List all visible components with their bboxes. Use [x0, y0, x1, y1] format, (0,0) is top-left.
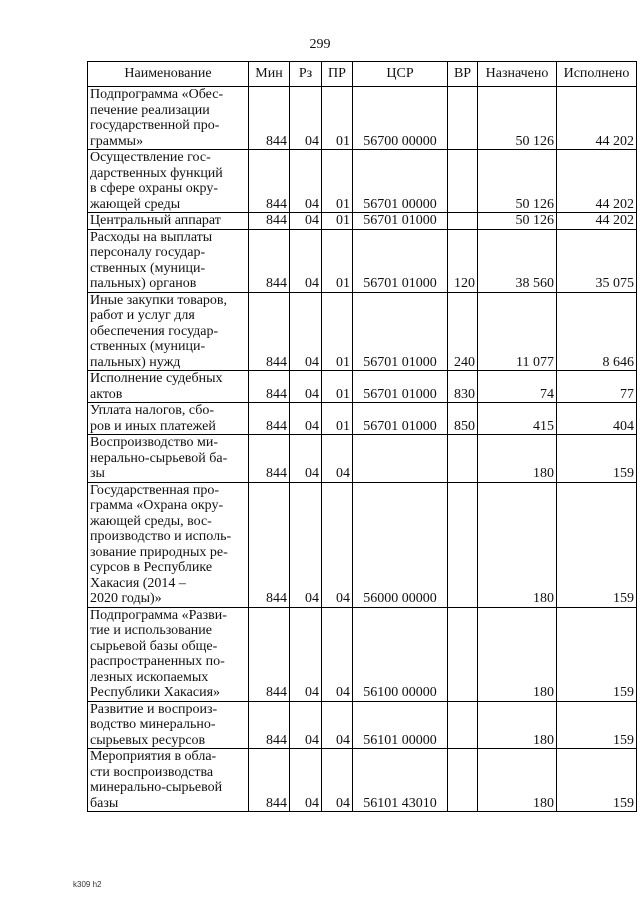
row-name-line: 2020 годы)»: [90, 591, 162, 606]
row-executed: 44 202: [557, 87, 637, 150]
table-row: [88, 482, 637, 607]
header-min: Мин: [249, 62, 290, 87]
row-assigned: 11 077: [478, 292, 557, 371]
table-body: [88, 87, 637, 812]
row-pr: 04: [322, 482, 353, 607]
row-vr: [448, 701, 478, 749]
row-name-line: водство минерально-: [90, 717, 216, 732]
table-row: [88, 213, 637, 230]
header-executed: Исполнено: [557, 62, 637, 87]
row-vr: [448, 435, 478, 483]
row-csr: 56701 01000: [353, 213, 448, 230]
row-name-line: Осуществление гос-: [90, 150, 211, 165]
row-name: [88, 371, 249, 403]
row-name-line: Республики Хакасия»: [90, 685, 221, 700]
row-name-line: пальных) органов: [90, 276, 197, 291]
row-csr: [353, 435, 448, 483]
row-name-line: Мероприятия в обла-: [90, 749, 217, 764]
row-min: 844: [249, 292, 290, 371]
table-row: [88, 371, 637, 403]
header-assigned: Назначено: [478, 62, 557, 87]
row-pr: 01: [322, 292, 353, 371]
row-name-line: Хакасия (2014 –: [90, 575, 186, 591]
row-name-line: граммы»: [90, 133, 144, 149]
row-rz: 04: [290, 482, 322, 607]
row-name-line: Расходы на выплаты: [90, 229, 213, 245]
row-csr: 56701 01000: [353, 229, 448, 292]
header-pr: ПР: [322, 62, 353, 87]
row-executed: 404: [557, 403, 637, 435]
row-name-line: Уплата налогов, сбо-: [90, 403, 215, 418]
row-name: [88, 749, 249, 812]
row-name-line: Центральный аппарат: [90, 213, 221, 228]
row-name-line: жающей среды, вос-: [90, 513, 212, 529]
row-vr: [448, 87, 478, 150]
row-csr: 56101 43010: [353, 749, 448, 812]
row-assigned: 180: [478, 701, 557, 749]
row-min: 844: [249, 403, 290, 435]
row-executed: 44 202: [557, 150, 637, 213]
row-vr: 120: [448, 229, 478, 292]
row-assigned: 415: [478, 403, 557, 435]
row-pr: 04: [322, 607, 353, 701]
row-name-line: печение реализации: [90, 102, 210, 118]
row-name: [88, 87, 249, 150]
row-name-line: государственной про-: [90, 118, 220, 133]
row-name-line: актов: [90, 386, 123, 402]
row-name-line: в сфере охраны окру-: [90, 181, 219, 196]
row-name-line: лезных ископаемых: [90, 669, 209, 685]
row-name-line: тие и использование: [90, 623, 212, 638]
row-name-line: Подпрограмма «Разви-: [90, 607, 227, 623]
row-executed: 44 202: [557, 213, 637, 230]
row-min: 844: [249, 482, 290, 607]
row-name: [88, 482, 249, 607]
row-pr: 01: [322, 229, 353, 292]
row-name: [88, 701, 249, 749]
row-assigned: 50 126: [478, 150, 557, 213]
table-row: [88, 229, 637, 292]
row-csr: 56101 00000: [353, 701, 448, 749]
row-name-line: Иные закупки товаров,: [90, 292, 228, 308]
row-pr: 01: [322, 371, 353, 403]
table-row: [88, 403, 637, 435]
row-name: [88, 292, 249, 371]
budget-table: [87, 61, 637, 812]
row-name: [88, 607, 249, 701]
row-rz: 04: [290, 87, 322, 150]
page-number: 299: [309, 37, 331, 52]
row-name-line: ственных (муници-: [90, 260, 206, 276]
row-pr: 04: [322, 701, 353, 749]
row-rz: 04: [290, 292, 322, 371]
row-assigned: 180: [478, 435, 557, 483]
row-name-line: минерально-сырьевой: [90, 780, 223, 795]
table-row: [88, 292, 637, 371]
row-rz: 04: [290, 150, 322, 213]
row-rz: 04: [290, 403, 322, 435]
row-min: 844: [249, 150, 290, 213]
row-rz: 04: [290, 435, 322, 483]
row-name-line: Воспроизводство ми-: [90, 435, 219, 450]
row-csr: 56100 00000: [353, 607, 448, 701]
row-rz: 04: [290, 749, 322, 812]
row-name-line: базы: [90, 795, 119, 811]
footer-code: k309 h2: [73, 880, 102, 889]
table-row: [88, 607, 637, 701]
row-csr: 56701 01000: [353, 292, 448, 371]
row-vr: [448, 482, 478, 607]
row-executed: 159: [557, 607, 637, 701]
row-vr: 830: [448, 371, 478, 403]
header-name: Наименование: [88, 62, 249, 87]
row-name-line: Подпрограмма «Обес-: [90, 87, 224, 102]
row-assigned: 50 126: [478, 87, 557, 150]
row-assigned: 38 560: [478, 229, 557, 292]
row-rz: 04: [290, 229, 322, 292]
row-executed: 35 075: [557, 229, 637, 292]
row-name-line: дарственных функций: [90, 165, 223, 181]
row-assigned: 74: [478, 371, 557, 403]
row-name-line: ров и иных платежей: [90, 418, 216, 434]
row-name-line: Развитие и воспроиз-: [90, 701, 218, 717]
table-row: [88, 701, 637, 749]
row-executed: 159: [557, 435, 637, 483]
header-csr: ЦСР: [353, 62, 448, 87]
row-name: [88, 213, 249, 230]
table-row: [88, 749, 637, 812]
row-csr: 56700 00000: [353, 87, 448, 150]
row-executed: 8 646: [557, 292, 637, 371]
header-rz: Рз: [290, 62, 322, 87]
row-min: 844: [249, 229, 290, 292]
row-csr: 56701 01000: [353, 403, 448, 435]
row-csr: 56701 00000: [353, 150, 448, 213]
row-min: 844: [249, 435, 290, 483]
row-min: 844: [249, 701, 290, 749]
row-min: 844: [249, 87, 290, 150]
table-row: [88, 150, 637, 213]
row-min: 844: [249, 371, 290, 403]
row-name-line: Исполнение судебных: [90, 371, 223, 386]
row-csr: 56000 00000: [353, 482, 448, 607]
row-name-line: грамма «Охрана окру-: [90, 498, 224, 513]
row-name-line: производство и исполь-: [90, 529, 232, 544]
row-assigned: 50 126: [478, 213, 557, 230]
row-pr: 01: [322, 87, 353, 150]
row-name-line: сырьевой базы обще-: [90, 638, 218, 654]
row-min: 844: [249, 749, 290, 812]
row-executed: 77: [557, 371, 637, 403]
row-name-line: сырьевых ресурсов: [90, 732, 206, 748]
row-vr: 850: [448, 403, 478, 435]
row-rz: 04: [290, 213, 322, 230]
row-assigned: 180: [478, 607, 557, 701]
table-header-row: [88, 62, 637, 87]
row-assigned: 180: [478, 482, 557, 607]
row-name-line: нерально-сырьевой ба-: [90, 450, 228, 466]
row-name-line: ственных (муници-: [90, 339, 206, 354]
row-name-line: Государственная про-: [90, 482, 220, 498]
row-name: [88, 150, 249, 213]
row-vr: [448, 749, 478, 812]
row-assigned: 180: [478, 749, 557, 812]
row-name: [88, 403, 249, 435]
row-vr: [448, 150, 478, 213]
row-rz: 04: [290, 607, 322, 701]
row-name: [88, 229, 249, 292]
row-rz: 04: [290, 701, 322, 749]
row-name-line: обеспечения государ-: [90, 323, 219, 339]
row-vr: [448, 213, 478, 230]
row-pr: 01: [322, 213, 353, 230]
row-name-line: пальных) нужд: [90, 354, 181, 370]
row-name-line: сурсов в Республике: [90, 560, 213, 575]
row-name-line: сти воспроизводства: [90, 764, 214, 780]
row-name-line: зы: [90, 466, 105, 481]
row-name-line: персоналу государ-: [90, 245, 206, 260]
row-name-line: работ и услуг для: [90, 308, 195, 323]
header-vr: ВР: [448, 62, 478, 87]
row-executed: 159: [557, 701, 637, 749]
row-name: [88, 435, 249, 483]
row-executed: 159: [557, 749, 637, 812]
row-rz: 04: [290, 371, 322, 403]
row-name-line: распространенных по-: [90, 654, 225, 669]
row-min: 844: [249, 607, 290, 701]
table-row: [88, 87, 637, 150]
row-min: 844: [249, 213, 290, 230]
row-name-line: жающей среды: [90, 196, 181, 212]
row-csr: 56701 01000: [353, 371, 448, 403]
row-pr: 04: [322, 749, 353, 812]
row-name-line: зование природных ре-: [90, 544, 228, 560]
row-vr: [448, 607, 478, 701]
row-pr: 04: [322, 435, 353, 483]
row-pr: 01: [322, 403, 353, 435]
row-vr: 240: [448, 292, 478, 371]
row-pr: 01: [322, 150, 353, 213]
row-executed: 159: [557, 482, 637, 607]
table-row: [88, 435, 637, 483]
